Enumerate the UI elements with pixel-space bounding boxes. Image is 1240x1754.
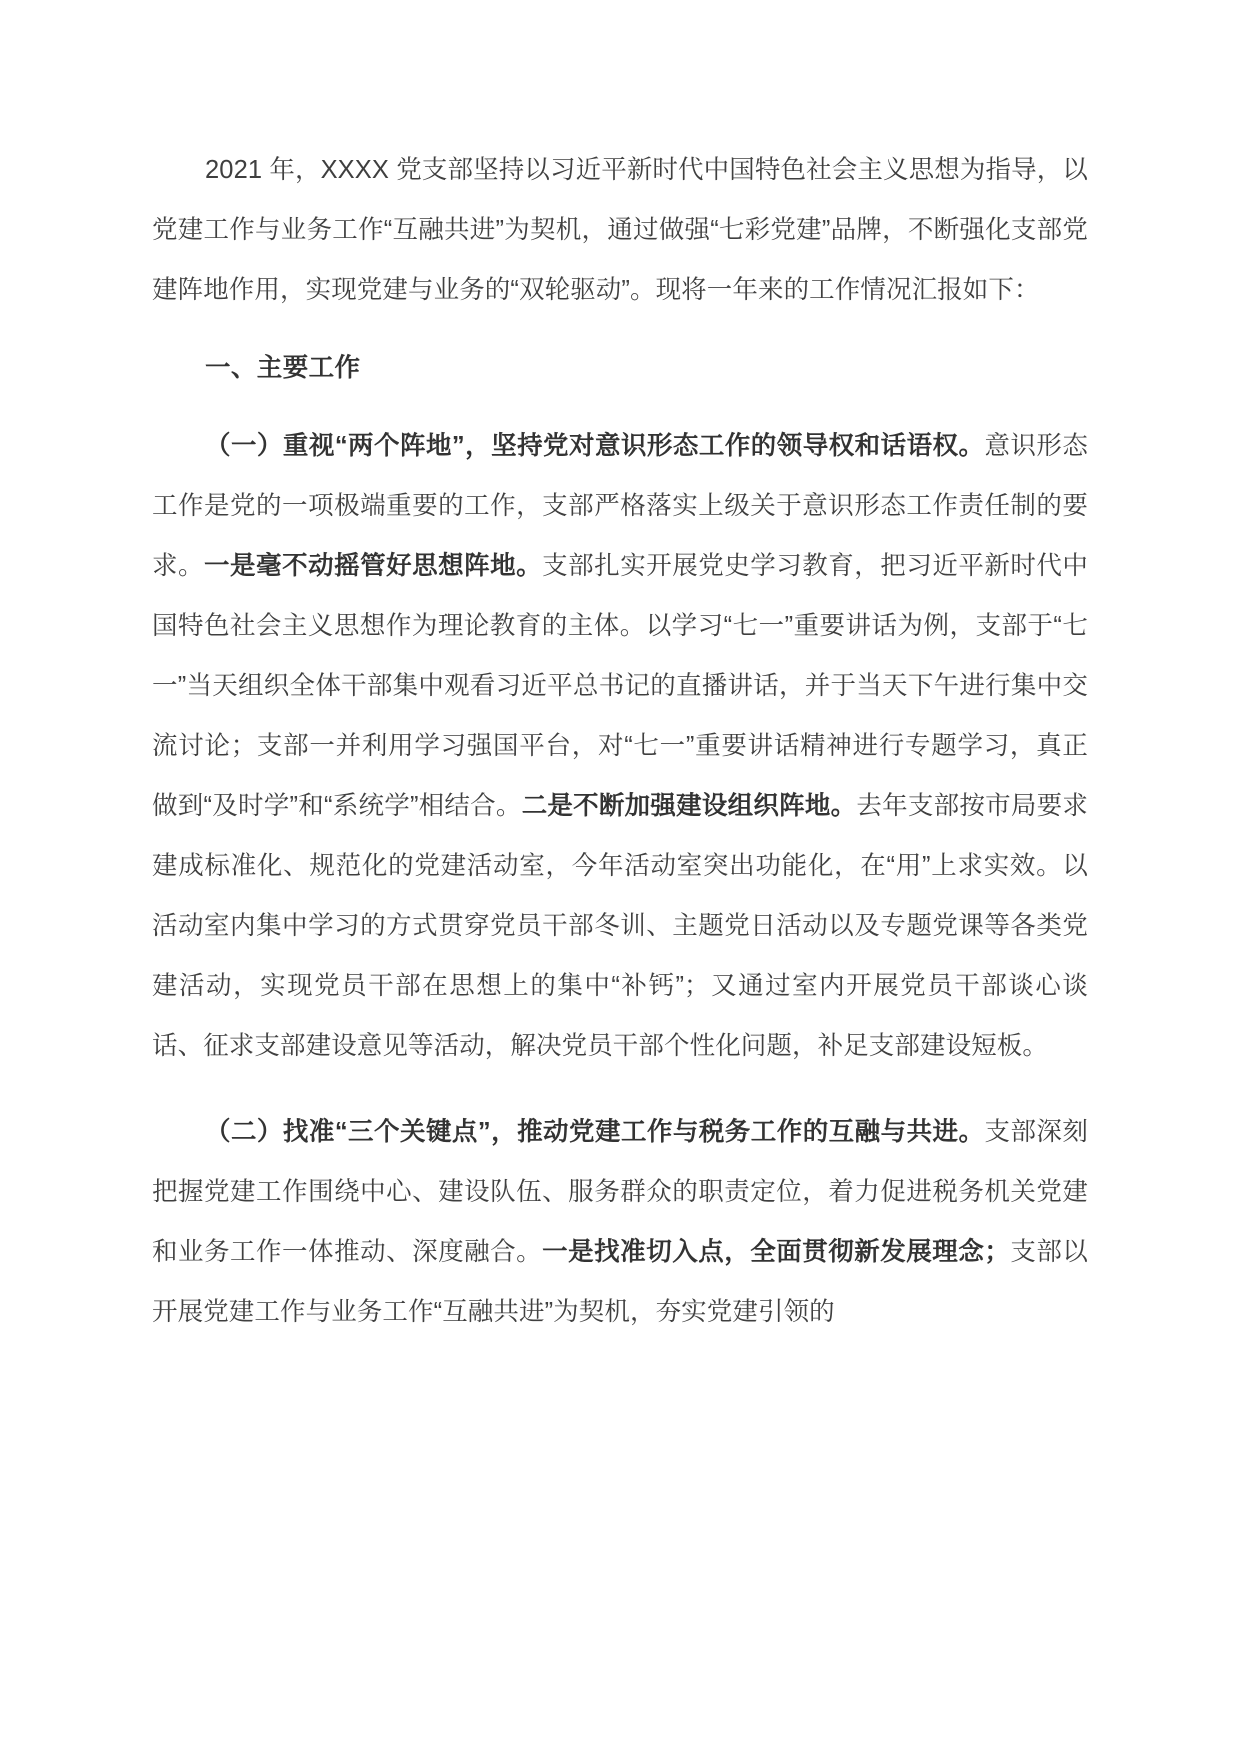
subsection-two-title: （二）找准“三个关键点”，推动党建工作与税务工作的互融与共进。 — [205, 1118, 985, 1146]
subsection-one-point-2-label: 二是不断加强建设组织阵地。 — [521, 792, 857, 820]
subsection-one-text-2: 支部扎实开展党史学习教育，把习近平新时代中国特色社会主义思想作为理论教育的主体。以学习“七一”重要讲话为例，支部于“七一”当天组织全体干部集中观看习近平总书记的直播讲话，并于当天下午进行集中交流讨论；支部一并利用学习强国平台，对“七一”重要讲话精神进行专题学习，真正做到“及时学”和“系统学”相结合。 — [152, 552, 1088, 820]
section-heading-main-work: 一、主要工作 — [205, 354, 361, 382]
subsection-one-text-3: 去年支部按市局要求建成标准化、规范化的党建活动室，今年活动室突出功能化，在“用”上求实效。以活动室内集中学习的方式贯穿党员干部冬训、主题党日活动以及专题党课等各类党建活动，实现党员干部在思想上的集中“补钙”；又通过室内开展党员干部谈心谈话、征求支部建设意见等活动，解决党员干部个性化问题，补足支部建设短板。 — [152, 792, 1089, 1060]
spacer — [152, 320, 1088, 338]
subsection-one-text-1: 意识形态工作是党的一项极端重要的工作，支部严格落实上级关于意识形态工作责任制的要求。 — [152, 432, 1088, 580]
subsection-one-title: （一）重视“两个阵地”，坚持党对意识形态工作的领导权和话语权。 — [205, 432, 985, 460]
subsection-two-point-1-label: 一是找准切入点，全面贯彻新发展理念； — [542, 1238, 1010, 1266]
document-body — [152, 140, 1088, 1342]
subsection-one-point-1-label: 一是毫不动摇管好思想阵地。 — [204, 552, 543, 580]
spacer — [152, 398, 1088, 416]
opening-paragraph — [152, 140, 1088, 320]
spacer — [152, 1076, 1088, 1102]
subsection-one-paragraph — [152, 416, 1088, 1076]
subsection-two-text-1: 支部深刻把握党建工作围绕中心、建设队伍、服务群众的职责定位，着力促进税务机关党建和业务工作一体推动、深度融合。 — [152, 1118, 1088, 1266]
subsection-two-text-2: 支部以开展党建工作与业务工作“互融共进”为契机，夯实党建引领的 — [152, 1238, 1088, 1326]
subsection-two-paragraph — [152, 1102, 1088, 1342]
opening-paragraph-text: 2021 年，XXXX 党支部坚持以习近平新时代中国特色社会主义思想为指导，以党建工作与业务工作“互融共进”为契机，通过做强“七彩党建”品牌，不断强化支部党建阵地作用，实现党建与业务的“双轮驱动”。现将一年来的工作情况汇报如下： — [152, 156, 1088, 304]
